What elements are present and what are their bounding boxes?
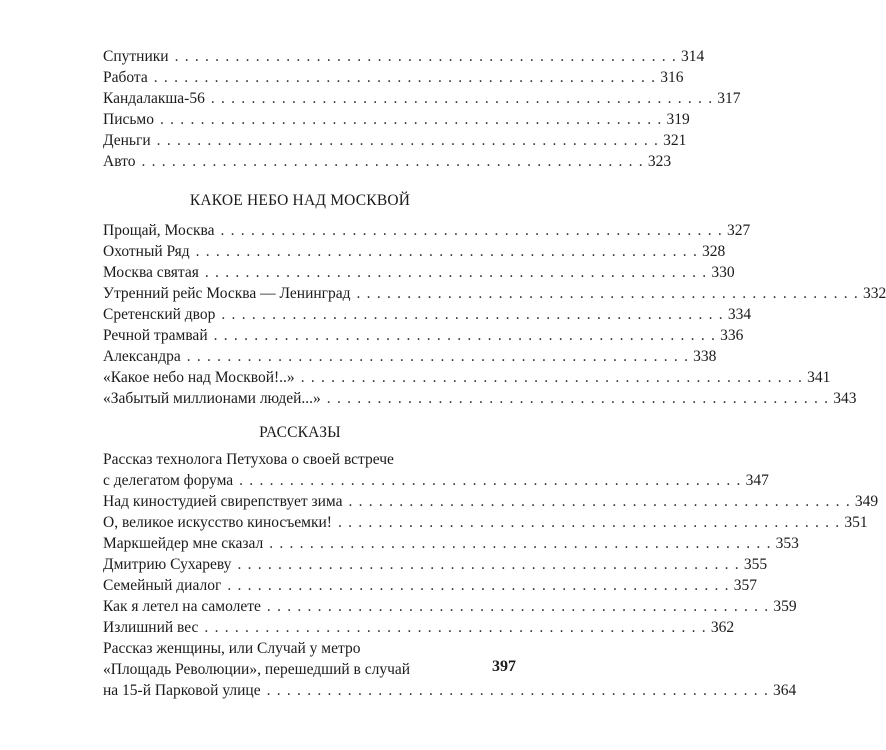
entry-page: 338 — [693, 348, 717, 365]
entry-page: 316 — [660, 69, 684, 86]
dot-leader: . . . . . . . . . . . . . . . . . . . . . . . . . . . . . . . . . . . . . . . . . . . . . . . . . . — [337, 514, 841, 531]
toc-entry — [103, 554, 768, 575]
entry-page: 364 — [773, 682, 797, 699]
entry-title: Как я летел на самолете — [103, 598, 261, 615]
entry-page: 355 — [743, 556, 768, 573]
toc-entry — [103, 512, 868, 533]
dot-leader: . . . . . . . . . . . . . . . . . . . . . . . . . . . . . . . . . . . . . . . . . . . . . . . . . . — [186, 348, 690, 365]
toc-entry — [103, 470, 769, 491]
dot-leader: . . . . . . . . . . . . . . . . . . . . . . . . . . . . . . . . . . . . . . . . . . . . . . . . . . — [356, 285, 859, 302]
entry-page: 341 — [807, 369, 831, 386]
dot-leader: . . . . . . . . . . . . . . . . . . . . . . . . . . . . . . . . . . . . . . . . . . . . . . . . . . — [210, 90, 714, 107]
toc-entry — [103, 596, 797, 617]
entry-title-line: Рассказ женщины, или Случай у метро — [103, 640, 361, 657]
entry-page: 327 — [726, 222, 751, 239]
toc-section-1 — [103, 46, 741, 172]
entry-title-line: «Площадь Революции», перешедший в случай — [103, 661, 411, 678]
entry-page: 359 — [773, 598, 797, 615]
dot-leader: . . . . . . . . . . . . . . . . . . . . . . . . . . . . . . . . . . . . . . . . . . . . . . . . . . — [239, 472, 742, 489]
entry-title: Кандалакша-56 — [103, 90, 205, 107]
toc-entry — [103, 241, 726, 262]
dot-leader: . . . . . . . . . . . . . . . . . . . . . . . . . . . . . . . . . . . . . . . . . . . . . . . . . . — [141, 153, 644, 170]
entry-page: 319 — [666, 111, 690, 128]
entry-page: 328 — [702, 243, 726, 260]
toc-entry — [103, 367, 831, 388]
dot-leader: . . . . . . . . . . . . . . . . . . . . . . . . . . . . . . . . . . . . . . . . . . . . . . . . . . — [195, 243, 699, 260]
entry-page: 332 — [862, 285, 886, 302]
dot-leader: . . . . . . . . . . . . . . . . . . . . . . . . . . . . . . . . . . . . . . . . . . . . . . . . . . — [269, 535, 772, 552]
entry-title: «Забытый миллионами людей...» — [103, 390, 321, 407]
entry-page: 317 — [717, 90, 741, 107]
entry-title: Деньги — [103, 132, 151, 149]
toc-entry — [103, 220, 751, 241]
entry-title: Работа — [103, 69, 148, 86]
entry-title: «Какое небо над Москвой!..» — [103, 369, 295, 386]
entry-title: Маркшейдер мне сказал — [103, 535, 264, 552]
toc-section-2 — [103, 220, 886, 409]
dot-leader: . . . . . . . . . . . . . . . . . . . . . . . . . . . . . . . . . . . . . . . . . . . . . . . . . . — [237, 556, 740, 573]
toc-entry — [103, 130, 687, 151]
dot-leader: . . . . . . . . . . . . . . . . . . . . . . . . . . . . . . . . . . . . . . . . . . . . . . . . . . — [153, 69, 657, 86]
entry-page: 357 — [733, 577, 757, 594]
dot-leader: . . . . . . . . . . . . . . . . . . . . . . . . . . . . . . . . . . . . . . . . . . . . . . . . . . — [160, 111, 663, 128]
entry-page: 347 — [745, 472, 769, 489]
toc-entry — [103, 575, 757, 596]
dot-leader: . . . . . . . . . . . . . . . . . . . . . . . . . . . . . . . . . . . . . . . . . . . . . . . . . . — [326, 390, 830, 407]
entry-page: 349 — [854, 493, 879, 510]
entry-title: Речной трамвай — [103, 327, 208, 344]
entry-title: Над киностудией свирепствует зима — [103, 493, 343, 510]
dot-leader: . . . . . . . . . . . . . . . . . . . . . . . . . . . . . . . . . . . . . . . . . . . . . . . . . . — [156, 132, 660, 149]
toc-entry — [103, 283, 886, 304]
entry-title: Дмитрию Сухареву — [103, 556, 232, 573]
entry-title: Александра — [103, 348, 181, 365]
dot-leader: . . . . . . . . . . . . . . . . . . . . . . . . . . . . . . . . . . . . . . . . . . . . . . . . . . — [204, 619, 707, 636]
toc-entry — [103, 533, 799, 554]
toc-entry — [103, 491, 879, 512]
entry-page: 334 — [727, 306, 752, 323]
entry-title: Излишний вес — [103, 619, 199, 636]
entry-page: 330 — [711, 264, 735, 281]
entry-page: 314 — [681, 48, 705, 65]
entry-page: 321 — [663, 132, 687, 149]
toc-entry — [103, 346, 717, 367]
dot-leader: . . . . . . . . . . . . . . . . . . . . . . . . . . . . . . . . . . . . . . . . . . . . . . . . . . — [227, 577, 730, 594]
dot-leader: . . . . . . . . . . . . . . . . . . . . . . . . . . . . . . . . . . . . . . . . . . . . . . . . . . — [266, 598, 770, 615]
page-number: 397 — [492, 658, 516, 675]
entry-page: 343 — [833, 390, 857, 407]
entry-page: 362 — [710, 619, 735, 636]
toc-entry — [103, 109, 690, 130]
entry-title-line: Рассказ технолога Петухова о своей встрече — [103, 451, 394, 468]
entry-title: О, великое искусство киносъемки! — [103, 514, 332, 531]
dot-leader: . . . . . . . . . . . . . . . . . . . . . . . . . . . . . . . . . . . . . . . . . . . . . . . . . . — [213, 327, 717, 344]
dot-leader: . . . . . . . . . . . . . . . . . . . . . . . . . . . . . . . . . . . . . . . . . . . . . . . . . . — [266, 682, 770, 699]
toc-entry — [103, 262, 735, 283]
dot-leader: . . . . . . . . . . . . . . . . . . . . . . . . . . . . . . . . . . . . . . . . . . . . . . . . . . — [300, 369, 804, 386]
entry-page: 353 — [775, 535, 799, 552]
entry-title: Охотный Ряд — [103, 243, 190, 260]
entry-title: Сретенский двор — [103, 306, 216, 323]
toc-entry — [103, 67, 684, 88]
entry-title: с делегатом форума — [103, 472, 234, 489]
dot-leader: . . . . . . . . . . . . . . . . . . . . . . . . . . . . . . . . . . . . . . . . . . . . . . . . . . — [220, 222, 723, 239]
toc-entry — [103, 304, 752, 325]
toc-entry — [103, 388, 857, 409]
toc-entry — [103, 325, 744, 346]
toc-entry — [103, 88, 741, 109]
entry-title: Утренний рейс Москва — Ленинград — [103, 285, 351, 302]
entry-title: Спутники — [103, 48, 169, 65]
dot-leader: . . . . . . . . . . . . . . . . . . . . . . . . . . . . . . . . . . . . . . . . . . . . . . . . . . — [348, 493, 851, 510]
entry-page: 323 — [647, 153, 672, 170]
entry-title: Семейный диалог — [103, 577, 222, 594]
dot-leader: . . . . . . . . . . . . . . . . . . . . . . . . . . . . . . . . . . . . . . . . . . . . . . . . . . — [204, 264, 708, 281]
entry-title: Москва святая — [103, 264, 199, 281]
entry-title: на 15-й Парковой улице — [103, 682, 261, 699]
toc-entry — [103, 46, 705, 67]
dot-leader: . . . . . . . . . . . . . . . . . . . . . . . . . . . . . . . . . . . . . . . . . . . . . . . . . . — [174, 48, 678, 65]
toc-entry — [103, 151, 672, 172]
entry-page: 351 — [844, 514, 868, 531]
toc-entry — [103, 680, 797, 701]
entry-title: Письмо — [103, 111, 154, 128]
entry-title: Прощай, Москва — [103, 222, 215, 239]
entry-page: 336 — [720, 327, 744, 344]
section-heading: КАКОЕ НЕБО НАД МОСКВОЙ — [189, 192, 411, 209]
dot-leader: . . . . . . . . . . . . . . . . . . . . . . . . . . . . . . . . . . . . . . . . . . . . . . . . . . — [221, 306, 724, 323]
entry-title: Авто — [103, 153, 136, 170]
section-heading: РАССКАЗЫ — [259, 424, 341, 441]
toc-entry — [103, 617, 735, 638]
